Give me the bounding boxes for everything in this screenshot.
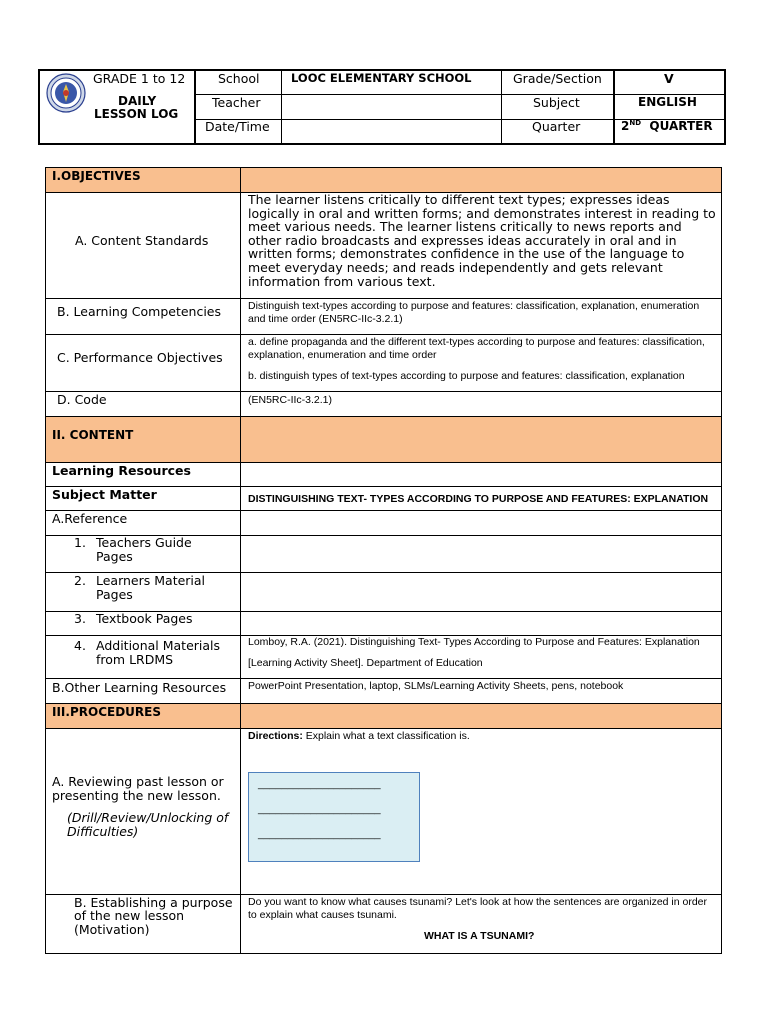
learning-resources-label: Learning Resources	[52, 463, 191, 478]
other-resources-label: B.Other Learning Resources	[52, 680, 227, 695]
lm-label-2: Pages	[96, 587, 133, 602]
subject-label: Subject	[533, 95, 580, 110]
am-value-2: [Learning Activity Sheet]. Department of Education	[248, 657, 483, 669]
tg-label-2: Pages	[96, 549, 133, 564]
answer-blank-3: _____________________	[258, 828, 381, 840]
am-num: 4.	[74, 638, 86, 653]
answer-blank-2: _____________________	[258, 803, 381, 815]
grade-section-value: V	[664, 71, 674, 86]
other-resources-value: PowerPoint Presentation, laptop, SLMs/Learning Activity Sheets, pens, notebook	[248, 680, 624, 692]
subject-matter-value: DISTINGUISHING TEXT- TYPES ACCORDING TO PURPOSE AND FEATURES: EXPLANATION	[248, 493, 709, 505]
procedure-a-label-2: presenting the new lesson.	[52, 788, 221, 803]
content-standards-label: A. Content Standards	[75, 233, 209, 248]
log-title-line1: DAILY	[118, 94, 157, 108]
quarter-label: Quarter	[532, 119, 581, 134]
deped-seal-icon	[46, 73, 86, 113]
row-divider	[45, 298, 722, 299]
lm-num: 2.	[74, 573, 86, 588]
am-value-1: Lomboy, R.A. (2021). Distinguishing Text- Types According to Purpose and Features: Explanation	[248, 636, 700, 648]
am-label-1: Additional Materials	[96, 638, 221, 653]
content-standards-text: The learner listens critically to different text types; expresses ideas logically in oral and written forms; and demonstrates interest in reading to meet various needs. The learner listens critically to news reports and other radio broadcasts and expresses ideas accurately in oral and in written forms; demonstrates confidence in the use of the language to meet everyday needs; and reads independently and gets relevant information from various text.	[248, 192, 716, 289]
performance-label: C. Performance Objectives	[57, 350, 223, 365]
procedure-a-sub-2: Difficulties)	[67, 824, 139, 839]
header-divider	[501, 69, 502, 145]
directions-text: Directions: Explain what a text classification is.	[248, 730, 470, 742]
am-label-2: from LRDMS	[96, 652, 174, 667]
procedure-a-sub-1: (Drill/Review/Unlocking of	[67, 810, 229, 825]
code-value: (EN5RC-IIc-3.2.1)	[248, 394, 333, 406]
procedure-b-label-1: B. Establishing a purpose	[74, 895, 233, 910]
reference-label: A.Reference	[52, 511, 128, 526]
log-title-line2: LESSON LOG	[94, 107, 179, 121]
procedures-heading: III.PROCEDURES	[52, 705, 161, 719]
teacher-label: Teacher	[212, 95, 261, 110]
procedure-a-label-1: A. Reviewing past lesson or	[52, 774, 224, 789]
lm-label-1: Learners Material	[96, 573, 206, 588]
datetime-label: Date/Time	[205, 119, 270, 134]
header-divider	[194, 69, 196, 145]
competencies-label: B. Learning Competencies	[57, 304, 222, 319]
row-divider	[45, 391, 722, 392]
school-value: LOOC ELEMENTARY SCHOOL	[291, 71, 472, 85]
school-label: School	[218, 71, 260, 86]
grade-range: GRADE 1 to 12	[93, 71, 186, 86]
header-divider	[281, 69, 282, 145]
row-divider	[45, 510, 722, 511]
performance-objective-b: b. distinguish types of text-types according to purpose and features: classification, explanation	[248, 370, 685, 382]
row-divider	[45, 728, 722, 729]
header-divider	[613, 69, 615, 145]
row-divider	[45, 416, 722, 417]
tb-num: 3.	[74, 611, 86, 626]
row-divider	[45, 678, 722, 679]
procedure-b-text: Do you want to know what causes tsunami? Let's look at how the sentences are organized in order to explain what causes tsunami.	[248, 896, 708, 921]
subject-value: ENGLISH	[638, 95, 697, 109]
tg-num: 1.	[74, 535, 86, 550]
procedure-b-label-2: of the new lesson	[74, 908, 185, 923]
quarter-value: 2ND QUARTER	[621, 119, 713, 133]
code-label: D. Code	[57, 392, 107, 407]
performance-objective-a: a. define propaganda and the different text-types according to purpose and features: classification, explanation, enumeration and time order	[248, 336, 705, 361]
row-divider	[45, 334, 722, 335]
row-divider	[45, 703, 722, 704]
answer-blank-1: _____________________	[258, 778, 381, 790]
objectives-heading: I.OBJECTIVES	[52, 169, 141, 183]
procedure-b-title: WHAT IS A TSUNAMI?	[424, 930, 535, 942]
tg-label-1: Teachers Guide	[96, 535, 192, 550]
content-heading: II. CONTENT	[52, 428, 134, 442]
competencies-text: Distinguish text-types according to purpose and features: classification, explanation, enumeration and time order (EN5RC-IIc-3.2.1)	[248, 300, 700, 325]
tb-label: Textbook Pages	[96, 611, 193, 626]
subject-matter-label: Subject Matter	[52, 487, 157, 502]
table-column-divider	[240, 167, 241, 954]
grade-section-label: Grade/Section	[513, 71, 602, 86]
procedure-b-label-3: (Motivation)	[74, 922, 150, 937]
